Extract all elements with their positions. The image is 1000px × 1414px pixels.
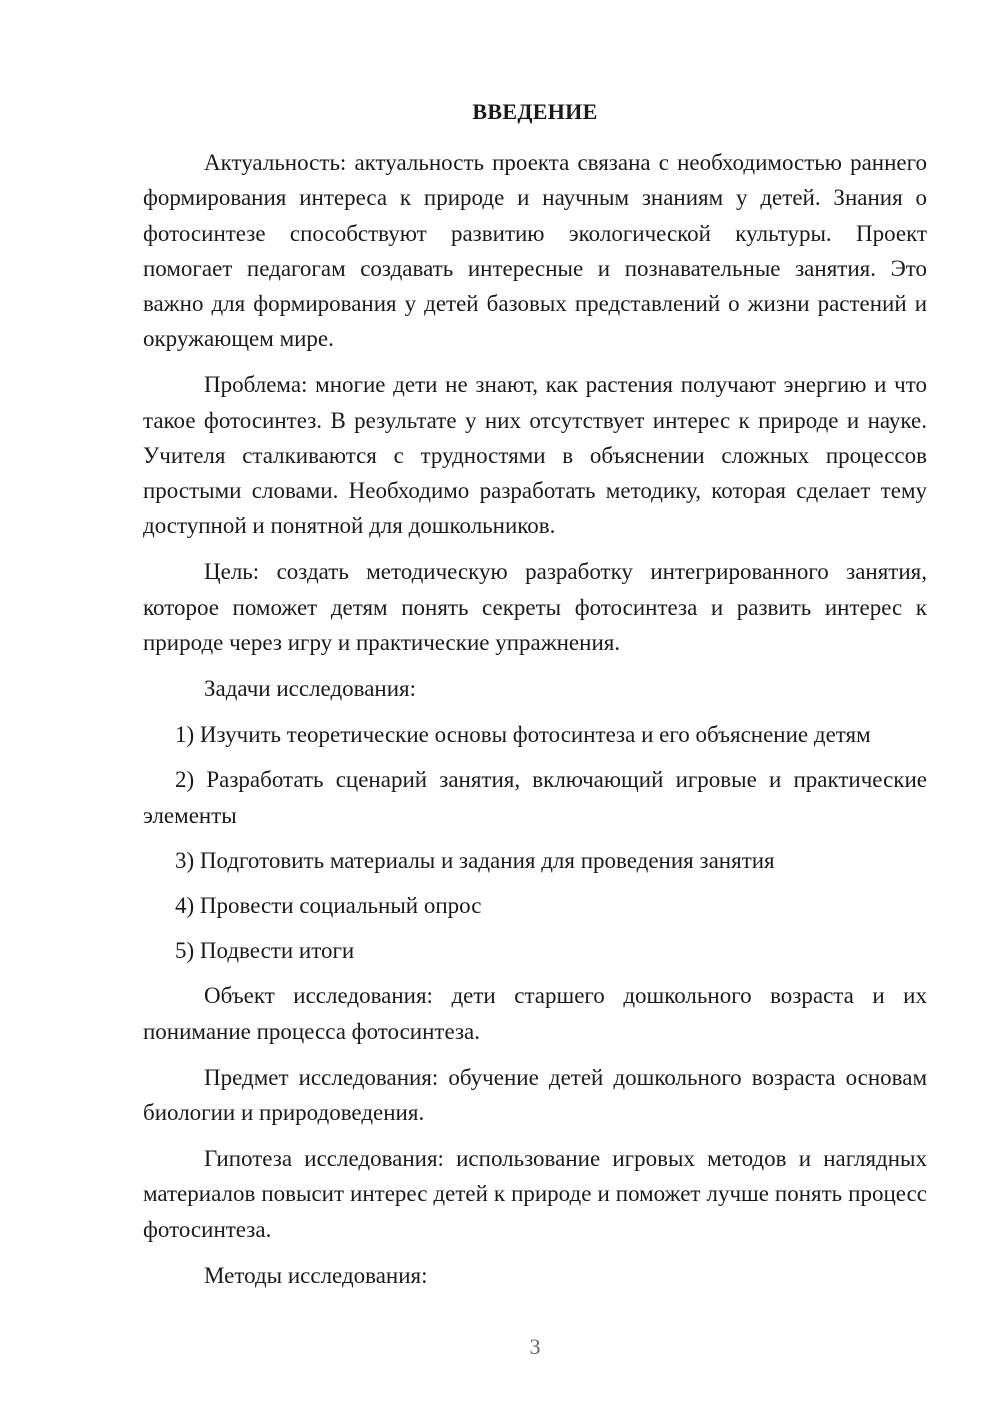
page-content	[143, 94, 927, 1304]
task-item-5: 5) Подвести итоги	[175, 938, 355, 964]
paragraph-subject: Предмет исследования: обучение детей дошкольного возраста основам биологии и природоведения.	[143, 1064, 927, 1126]
task-item-1: 1) Изучить теоретические основы фотосинтеза и его объяснение детям	[175, 722, 871, 748]
page-number: 3	[529, 1334, 541, 1359]
task-item-3: 3) Подготовить материалы и задания для проведения занятия	[175, 847, 775, 873]
task-item-2: 2) Разработать сценарий занятия, включающий игровые и практические элементы	[143, 767, 927, 828]
task-item-4: 4) Провести социальный опрос	[175, 893, 482, 919]
paragraph-problem: Проблема: многие дети не знают, как растения получают энергию и что такое фотосинтез. В результате у них отсутствует интерес к природе и науке. Учителя сталкиваются с трудностями в объяснении сложных процессов простыми словами. Необходимо разработать методику, которая сделает тему доступной и понятной для дошкольников.	[143, 372, 927, 539]
paragraph-hypothesis: Гипотеза исследования: использование игровых методов и наглядных материалов повысит интерес детей к природе и поможет лучше понять процесс фотосинтеза.	[143, 1146, 927, 1242]
paragraph-tasks-heading: Задачи исследования:	[204, 676, 417, 702]
paragraph-object: Объект исследования: дети старшего дошкольного возраста и их понимание процесса фотосинтеза.	[143, 983, 927, 1044]
paragraph-relevance: Актуальность: актуальность проекта связана с необходимостью раннего формирования интереса к природе и научным знаниям у детей. Знания о фотосинтезе способствуют развитию экологической культуры. Проект помогает педагогам создавать интересные и познавательные занятия. Это важно для формирования у детей базовых представлений о жизни растений и окружающем мире.	[143, 150, 927, 352]
section-title: ВВЕДЕНИЕ	[472, 99, 598, 124]
paragraph-methods-heading: Методы исследования:	[204, 1262, 428, 1288]
paragraph-goal: Цель: создать методическую разработку интегрированного занятия, которое поможет детям понять секреты фотосинтеза и развить интерес к природе через игру и практические упражнения.	[143, 559, 927, 655]
